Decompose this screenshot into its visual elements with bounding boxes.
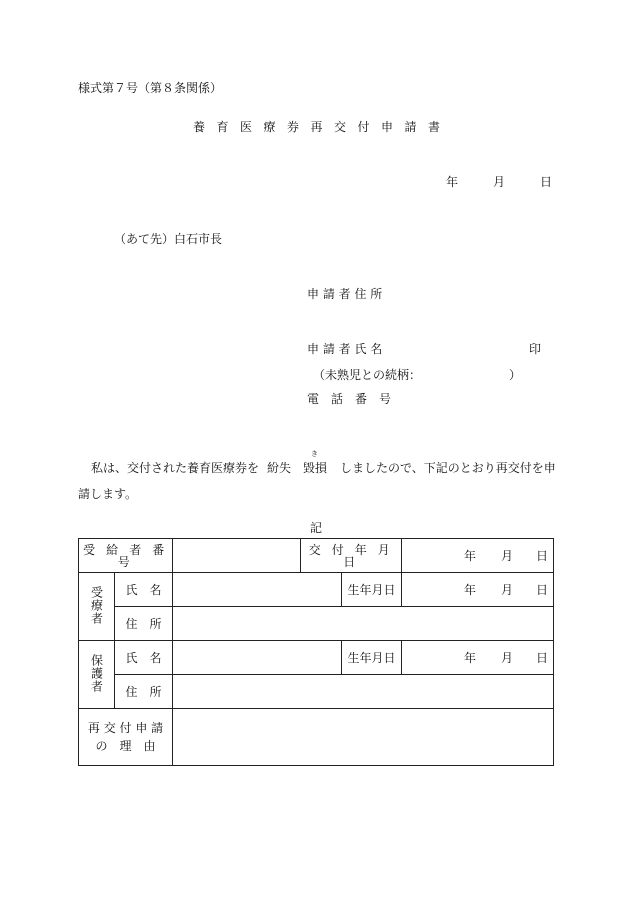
- guardian-birth-month: 月: [501, 650, 514, 665]
- patient-label-text: 受療者: [89, 586, 104, 625]
- guardian-name-label: 氏 名: [115, 641, 173, 675]
- recipient-number-label: 受 給 者 番 号: [79, 539, 173, 573]
- seal-mark: 印: [529, 342, 542, 356]
- issue-date-year: 年: [464, 548, 477, 563]
- guardian-label-text: 保護者: [89, 654, 104, 693]
- addressee: （あて先）白石市長: [114, 232, 223, 246]
- patient-name-field[interactable]: [173, 573, 342, 607]
- table-row: [79, 641, 554, 675]
- guardian-address-field[interactable]: [173, 675, 554, 709]
- table-row: [79, 607, 554, 641]
- option-damaged: 毀損: [303, 461, 328, 475]
- applicant-name-label: 申 請 者 氏 名: [307, 342, 383, 356]
- relationship-close: ）: [509, 368, 522, 382]
- table-row: [79, 675, 554, 709]
- table-row: [79, 539, 554, 573]
- date-day-label: 日: [540, 175, 553, 189]
- applicant-address-label: 申 請 者 住 所: [307, 287, 383, 301]
- form-number: 様式第７号（第８条関係）: [78, 81, 223, 95]
- issue-date-month: 月: [501, 548, 514, 563]
- patient-group-label: [79, 573, 115, 641]
- date-year-label: 年: [446, 175, 459, 189]
- issue-date-day: 日: [536, 548, 549, 563]
- option-damaged-ruby: き: [311, 450, 318, 458]
- issue-date-label: 交 付 年 月 日: [301, 539, 402, 573]
- patient-birth-day: 日: [536, 582, 549, 597]
- patient-address-field[interactable]: [173, 607, 554, 641]
- relationship-label: （未熟児との続柄：: [313, 368, 422, 382]
- reason-label: [79, 709, 173, 766]
- guardian-birth-day: 日: [536, 650, 549, 665]
- patient-birthdate-field[interactable]: [402, 573, 554, 607]
- document-title: 養 育 医 療 券 再 交 付 申 請 書: [193, 120, 444, 134]
- issue-date-field[interactable]: [402, 539, 554, 573]
- guardian-birthdate-label: 生年月日: [342, 641, 402, 675]
- guardian-address-label: 住 所: [115, 675, 173, 709]
- guardian-birth-year: 年: [464, 650, 477, 665]
- patient-birth-month: 月: [501, 582, 514, 597]
- body-text-post: しましたので、下記のとおり再交付を申: [340, 461, 556, 475]
- date-month-label: 月: [493, 175, 506, 189]
- reason-field[interactable]: [173, 709, 554, 766]
- table-row: [79, 709, 554, 766]
- reason-label-line2: の 理 由: [95, 739, 156, 753]
- recipient-number-field[interactable]: [173, 539, 301, 573]
- patient-name-label: 氏 名: [115, 573, 173, 607]
- option-lost: 紛失: [267, 461, 292, 475]
- body-text-line2: 請します。: [78, 487, 138, 501]
- reason-label-line1: 再 交 付 申 請: [87, 721, 164, 735]
- patient-address-label: 住 所: [115, 607, 173, 641]
- application-table: [78, 538, 554, 766]
- guardian-birthdate-field[interactable]: [402, 641, 554, 675]
- patient-birthdate-label: 生年月日: [342, 573, 402, 607]
- phone-label: 電 話 番 号: [307, 392, 392, 406]
- guardian-group-label: [79, 641, 115, 709]
- table-row: [79, 573, 554, 607]
- patient-birth-year: 年: [464, 582, 477, 597]
- body-text-pre: 私は、交付された養育医療券を: [91, 461, 260, 475]
- record-heading: 記: [310, 521, 323, 535]
- guardian-name-field[interactable]: [173, 641, 342, 675]
